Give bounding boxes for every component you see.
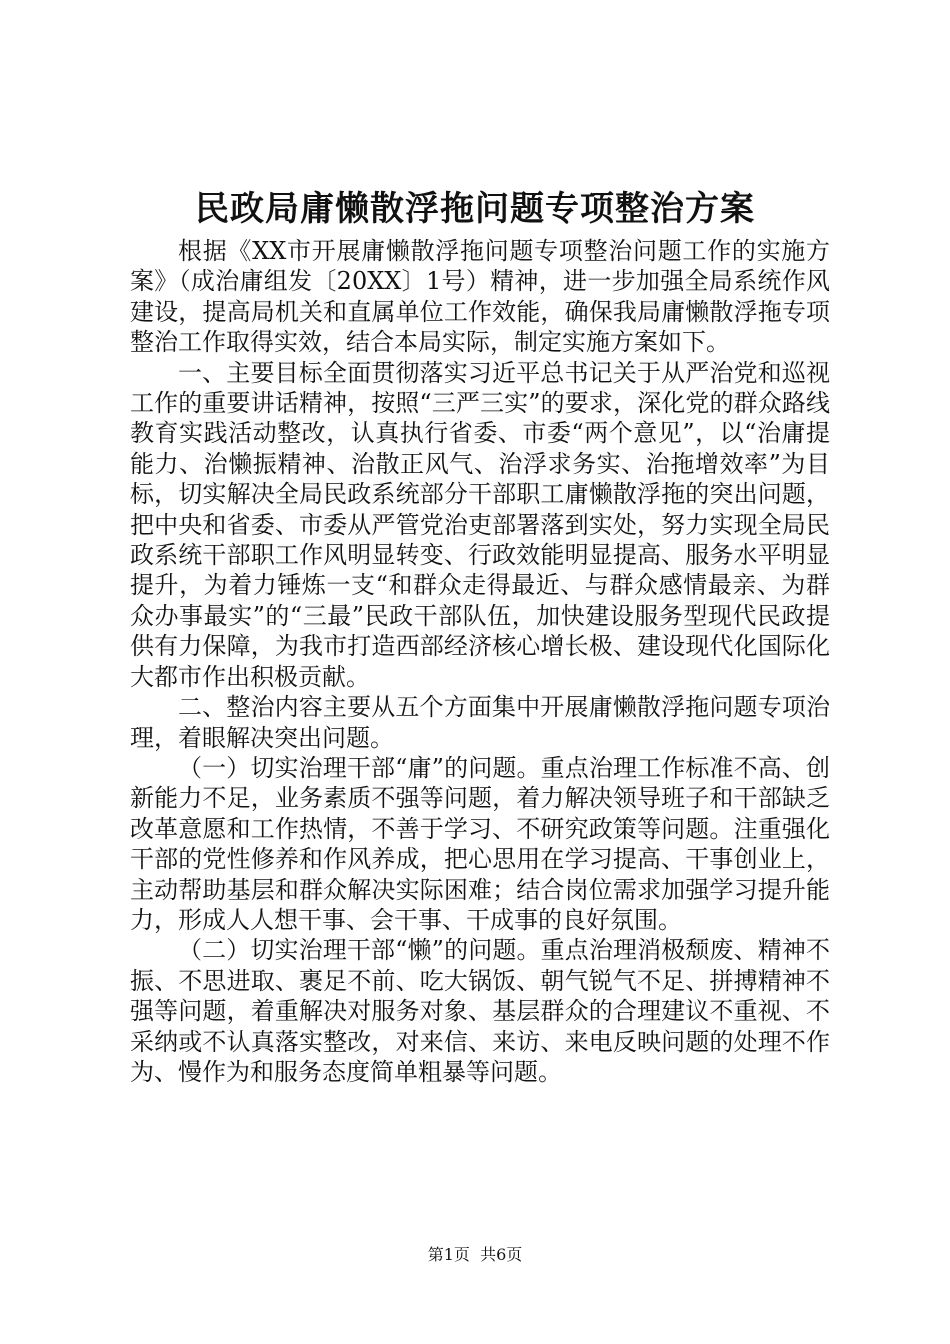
section-1-paragraph: 一、主要目标全面贯彻落实习近平总书记关于从严治党和巡视工作的重要讲话精神，按照“三严三实”的要求，深化党的群众路线教育实践活动整改，认真执行省委、市委“两个意见”，以“治庸提能力、治懒振精神、治散正风气、治浮求务实、治拖增效率”为目标，切实解决全局民政系统部分干部职工庸懒散浮拖的突出问题，把中央和省委、市委从严管党治吏部署落到实处，努力实现全局民政系统干部职工作风明显转变、行政效能明显提高、服务水平明显提升，为着力锤炼一支“和群众走得最近、与群众感情最亲、为群众办事最实”的“三最”民政干部队伍，加快建设服务型现代民政提供有力保障，为我市打造西部经济核心增长极、建设现代化国际化大都市作出积极贡献。 bbox=[130, 358, 830, 691]
page-number: 第1页 bbox=[427, 1245, 470, 1264]
item-1-paragraph: （一）切实治理干部“庸”的问题。重点治理工作标准不高、创新能力不足，业务素质不强等问题，着力解决领导班子和干部缺乏改革意愿和工作热情，不善于学习、不研究政策等问题。注重强化干部的党性修养和作风养成，把心思用在学习提高、干事创业上，主动帮助基层和群众解决实际困难；结合岗位需求加强学习提升能力，形成人人想干事、会干事、干成事的良好氛围。 bbox=[130, 753, 830, 934]
page-total: 共6页 bbox=[480, 1245, 523, 1264]
page-footer bbox=[0, 1243, 950, 1267]
document-title: 民政局庸懒散浮拖问题专项整治方案 bbox=[195, 189, 755, 229]
intro-paragraph: 根据《XX市开展庸懒散浮拖问题专项整治问题工作的实施方案》（成治庸组发〔20XX〕1号）精神，进一步加强全局系统作风建设，提高局机关和直属单位工作效能，确保我局庸懒散浮拖专项整治工作取得实效，结合本局实际，制定实施方案如下。 bbox=[130, 237, 830, 357]
document-body bbox=[130, 236, 830, 1087]
item-2-paragraph: （二）切实治理干部“懒”的问题。重点治理消极颓废、精神不振、不思进取、裹足不前、吃大锅饭、朝气锐气不足、拼搏精神不强等问题，着重解决对服务对象、基层群众的合理建议不重视、不采纳或不认真落实整改，对来信、来访、来电反映问题的处理不作为、慢作为和服务态度简单粗暴等问题。 bbox=[130, 936, 830, 1086]
section-2-paragraph: 二、整治内容主要从五个方面集中开展庸懒散浮拖问题专项治理，着眼解决突出问题。 bbox=[130, 693, 830, 752]
